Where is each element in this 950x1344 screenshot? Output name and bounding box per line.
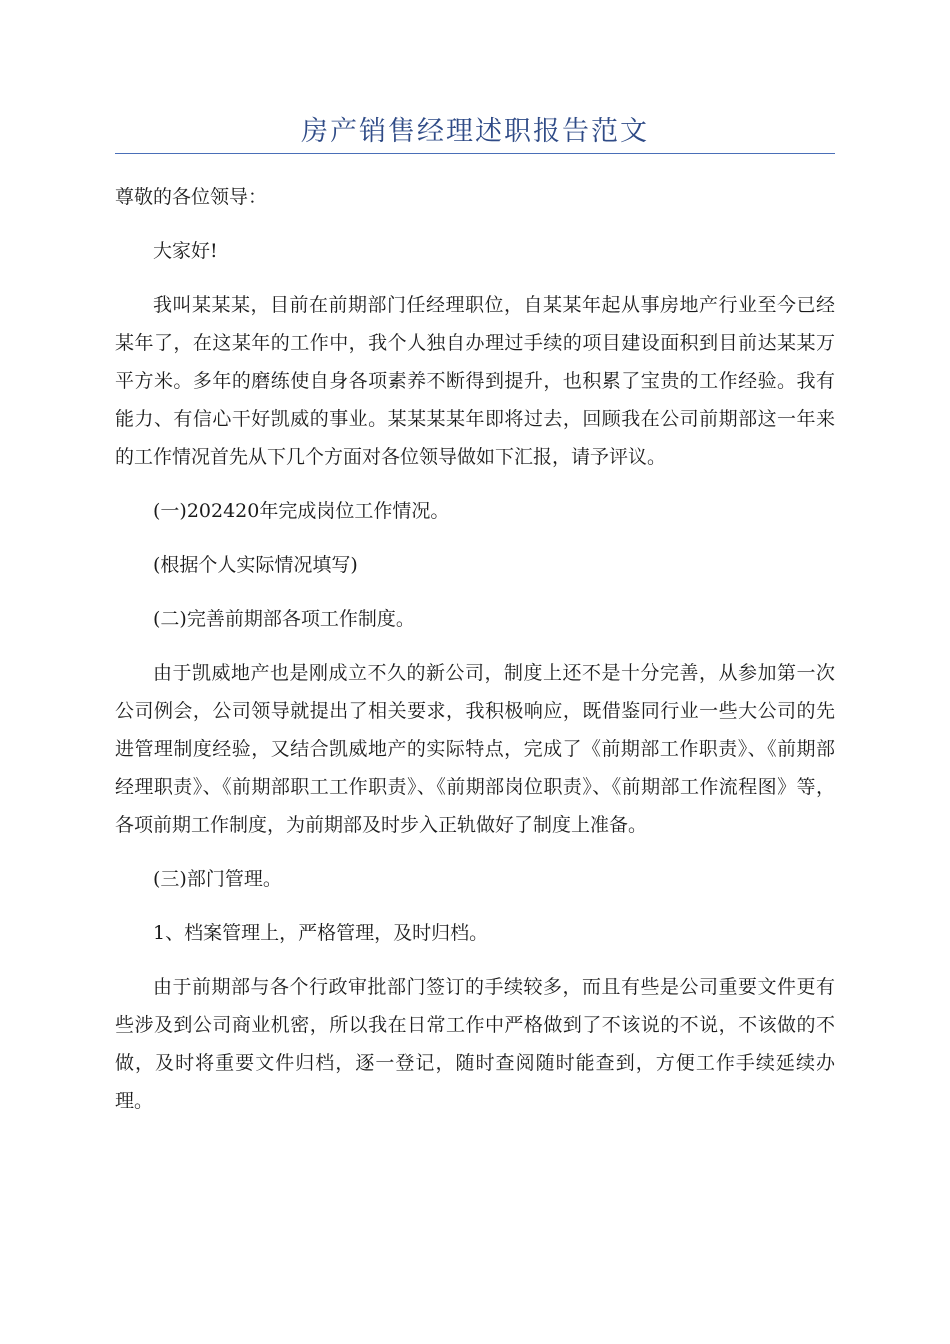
title-underline: [115, 153, 835, 154]
paragraph-rules: 由于凯威地产也是刚成立不久的新公司，制度上还不是十分完善，从参加第一次公司例会，公司领导就提出了相关要求，我积极响应，既借鉴同行业一些大公司的先进管理制度经验，又结合凯威地产的实际特点，完成了《前期部工作职责》、《前期部经理职责》、《前期部职工工作职责》、《前期部岗位职责》、《前期部工作流程图》等，各项前期工作制度，为前期部及时步入正轨做好了制度上准备。: [115, 662, 835, 836]
section-note: (根据个人实际情况填写): [153, 554, 358, 576]
document-title: 房产销售经理述职报告范文: [301, 116, 649, 147]
document-body: [115, 178, 835, 1136]
section-heading-2: (二)完善前期部各项工作制度。: [153, 608, 415, 630]
greeting: 大家好!: [153, 240, 218, 262]
paragraph-intro: 我叫某某某，目前在前期部门任经理职位，自某某年起从事房地产行业至今已经某年了，在这某年的工作中，我个人独自办理过手续的项目建设面积到目前达某某万平方米。多年的磨练使自身各项素养不断得到提升，也积累了宝贵的工作经验。我有能力、有信心干好凯威的事业。某某某某年即将过去，回顾我在公司前期部这一年来的工作情况首先从下几个方面对各位领导做如下汇报，请予评议。: [115, 294, 835, 468]
salutation: 尊敬的各位领导：: [115, 186, 268, 208]
paragraph-archive: 由于前期部与各个行政审批部门签订的手续较多，而且有些是公司重要文件更有些涉及到公司商业机密，所以我在日常工作中严格做到了不该说的不说，不该做的不做，及时将重要文件归档，逐一登记，随时查阅随时能查到，方便工作手续延续办理。: [115, 976, 835, 1112]
subsection-heading-1: 1、档案管理上，严格管理，及时归档。: [153, 922, 489, 944]
section-heading-3: (三)部门管理。: [153, 868, 282, 890]
section-heading-1: (一)202420年完成岗位工作情况。: [153, 500, 450, 522]
